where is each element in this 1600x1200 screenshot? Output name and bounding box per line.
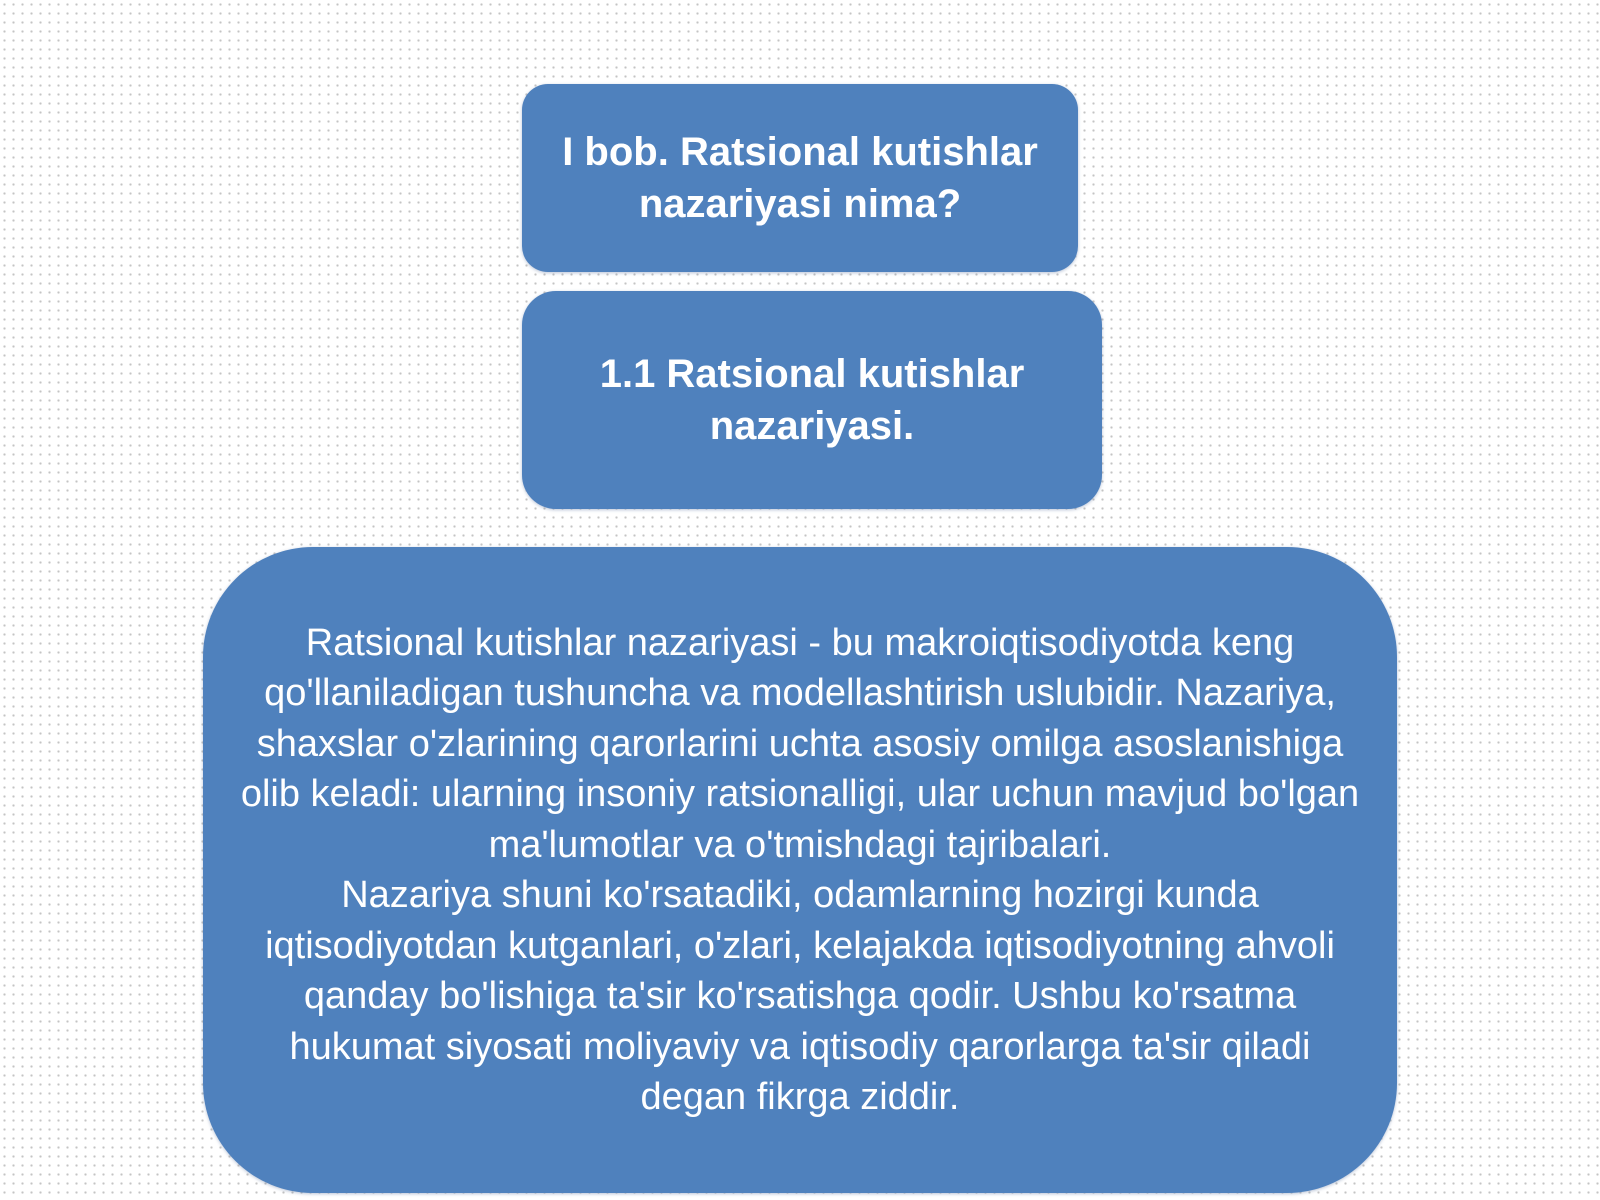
title-line-1: I bob. Ratsional kutishlar bbox=[562, 130, 1038, 174]
title-box bbox=[522, 84, 1078, 272]
title-line-2: nazariyasi nima? bbox=[638, 182, 962, 226]
subtitle-line-1: 1.1 Ratsional kutishlar bbox=[599, 352, 1025, 396]
body-paragraph-1: Ratsional kutishlar nazariyasi - bu makroiqtisodiyotda keng qo'llaniladigan tushuncha va modellashtirish uslubidir. Nazariya, shaxslar o'zlarining qarorlarini uchta asosiy omilga asoslanishiga olib keladi: ularning insoniy ratsionalligi, ular uchun mavjud bo'lgan ma'lumotlar va o'tmishdagi tajribalari. bbox=[240, 621, 1360, 866]
body-box bbox=[203, 547, 1397, 1193]
body-paragraph-2: Nazariya shuni ko'rsatadiki, odamlarning hozirgi kunda iqtisodiyotdan kutganlari, o'zlari, kelajakda iqtisodiyotning ahvoli qanday bo'lishiga ta'sir ko'rsatishga qodir. Ushbu ko'rsatma hukumat siyosati moliyaviy va iqtisodiy qarorlarga ta'sir qiladi degan fikrga ziddir. bbox=[265, 874, 1335, 1118]
subtitle-line-2: nazariyasi. bbox=[709, 404, 915, 448]
title-text bbox=[562, 126, 1038, 230]
subtitle-text bbox=[600, 348, 1025, 452]
subtitle-box bbox=[522, 291, 1102, 509]
